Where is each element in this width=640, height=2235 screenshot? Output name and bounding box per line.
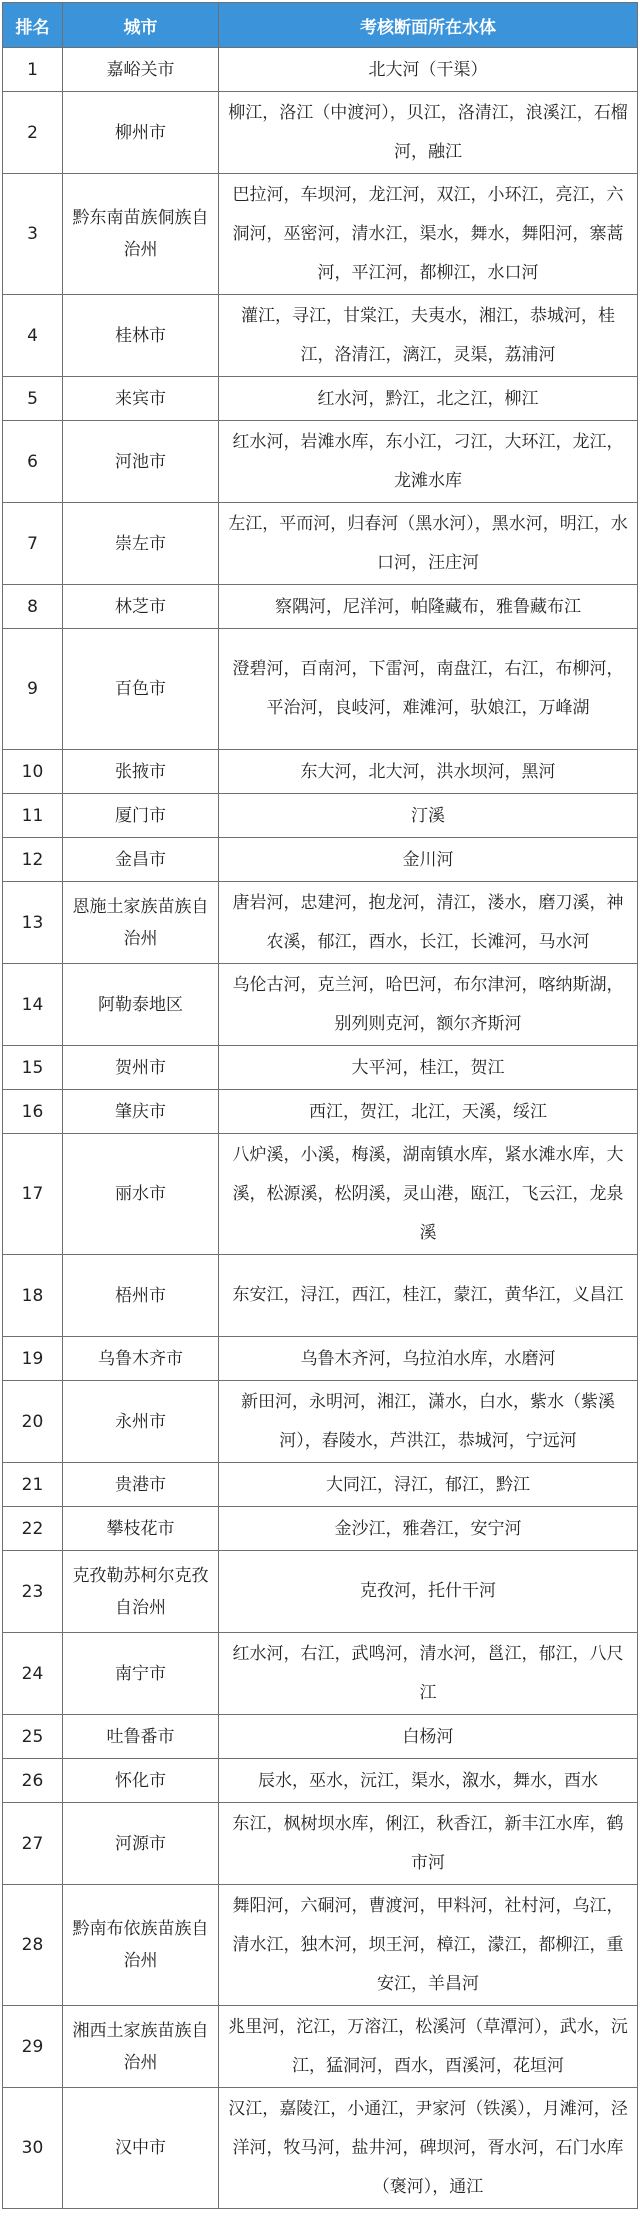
cell-water: 西江，贺江，北江，天溪，绥江 — [219, 1090, 638, 1134]
cell-city: 厦门市 — [63, 794, 219, 838]
cell-water: 舞阳河，六硐河，曹渡河，甲料河，社村河，乌江，清水江，独木河，坝王河，樟江，濛江，都柳江，重安江，羊昌河 — [219, 1885, 638, 2006]
cell-water: 新田河，永明河，湘江，潇水，白水，紫水（紫溪河），舂陵水，芦洪江，恭城河，宁远河 — [219, 1381, 638, 1463]
cell-rank: 10 — [3, 750, 63, 794]
cell-city: 贺州市 — [63, 1046, 219, 1090]
cell-water: 乌伦古河，克兰河，哈巴河，布尔津河，喀纳斯湖，别列则克河，额尔齐斯河 — [219, 964, 638, 1046]
cell-city: 金昌市 — [63, 838, 219, 882]
table-row — [3, 1633, 638, 1715]
cell-water: 柳江，洛江（中渡河），贝江，洛清江，浪溪江，石榴河，融江 — [219, 92, 638, 174]
cell-water: 金沙江，雅砻江，安宁河 — [219, 1507, 638, 1551]
cell-rank: 11 — [3, 794, 63, 838]
ranking-table — [2, 2, 638, 2209]
table-row — [3, 1551, 638, 1633]
cell-city: 林芝市 — [63, 585, 219, 629]
table-row — [3, 503, 638, 585]
cell-rank: 3 — [3, 174, 63, 295]
cell-water: 巴拉河，车坝河，龙江河，双江，小环江，亮江，六洞河，巫密河，清水江，渠水，舞水，舞阳河，寨蒿河，平江河，都柳江，水口河 — [219, 174, 638, 295]
table-row — [3, 964, 638, 1046]
cell-rank: 16 — [3, 1090, 63, 1134]
cell-rank: 19 — [3, 1337, 63, 1381]
cell-city: 肇庆市 — [63, 1090, 219, 1134]
cell-water: 克孜河，托什干河 — [219, 1551, 638, 1633]
cell-rank: 8 — [3, 585, 63, 629]
cell-water: 大平河，桂江，贺江 — [219, 1046, 638, 1090]
cell-city: 永州市 — [63, 1381, 219, 1463]
header-city: 城市 — [63, 3, 219, 48]
header-row — [3, 3, 638, 48]
cell-city: 湘西土家族苗族自治州 — [63, 2006, 219, 2088]
table-row — [3, 1463, 638, 1507]
cell-rank: 7 — [3, 503, 63, 585]
cell-city: 丽水市 — [63, 1134, 219, 1255]
cell-rank: 17 — [3, 1134, 63, 1255]
cell-water: 辰水，巫水，沅江，渠水，溆水，舞水，酉水 — [219, 1759, 638, 1803]
table-row — [3, 2006, 638, 2088]
cell-rank: 18 — [3, 1255, 63, 1337]
table-row — [3, 1134, 638, 1255]
cell-rank: 28 — [3, 1885, 63, 2006]
cell-water: 东安江，浔江，西江，桂江，蒙江，黄华江，义昌江 — [219, 1255, 638, 1337]
cell-rank: 20 — [3, 1381, 63, 1463]
cell-city: 张掖市 — [63, 750, 219, 794]
table-row — [3, 48, 638, 92]
table-body — [3, 48, 638, 2209]
cell-rank: 9 — [3, 629, 63, 750]
table-row — [3, 2088, 638, 2209]
cell-rank: 2 — [3, 92, 63, 174]
cell-rank: 27 — [3, 1803, 63, 1885]
cell-water: 东江，枫树坝水库，俐江，秋香江，新丰江水库，鹤市河 — [219, 1803, 638, 1885]
cell-water: 唐岩河，忠建河，抱龙河，清江，溇水，磨刀溪，神农溪，郁江，酉水，长江，长滩河，马水河 — [219, 882, 638, 964]
table-row — [3, 92, 638, 174]
cell-water: 八炉溪，小溪，梅溪，湖南镇水库，紧水滩水库，大溪，松源溪，松阴溪，灵山港，瓯江，飞云江，龙泉溪 — [219, 1134, 638, 1255]
cell-water: 红水河，黔江，北之江，柳江 — [219, 377, 638, 421]
cell-water: 乌鲁木齐河，乌拉泊水库，水磨河 — [219, 1337, 638, 1381]
cell-city: 桂林市 — [63, 295, 219, 377]
cell-rank: 14 — [3, 964, 63, 1046]
table-row — [3, 1885, 638, 2006]
cell-city: 黔南布依族苗族自治州 — [63, 1885, 219, 2006]
cell-rank: 26 — [3, 1759, 63, 1803]
cell-rank: 25 — [3, 1715, 63, 1759]
cell-city: 恩施土家族苗族自治州 — [63, 882, 219, 964]
cell-water: 红水河，岩滩水库，东小江，刁江，大环江，龙江，龙滩水库 — [219, 421, 638, 503]
table-row — [3, 794, 638, 838]
cell-city: 黔东南苗族侗族自治州 — [63, 174, 219, 295]
cell-water: 灌江，寻江，甘棠江，夫夷水，湘江，恭城河，桂江，洛清江，漓江，灵渠，荔浦河 — [219, 295, 638, 377]
cell-rank: 23 — [3, 1551, 63, 1633]
cell-rank: 6 — [3, 421, 63, 503]
table-row — [3, 882, 638, 964]
cell-city: 梧州市 — [63, 1255, 219, 1337]
table-row — [3, 1507, 638, 1551]
cell-water: 汀溪 — [219, 794, 638, 838]
cell-rank: 4 — [3, 295, 63, 377]
cell-rank: 13 — [3, 882, 63, 964]
table-row — [3, 1046, 638, 1090]
table-row — [3, 585, 638, 629]
cell-rank: 29 — [3, 2006, 63, 2088]
cell-water: 金川河 — [219, 838, 638, 882]
table-row — [3, 750, 638, 794]
cell-rank: 22 — [3, 1507, 63, 1551]
cell-city: 阿勒泰地区 — [63, 964, 219, 1046]
cell-water: 左江，平而河，归春河（黑水河），黑水河，明江，水口河，汪庄河 — [219, 503, 638, 585]
header-rank: 排名 — [3, 3, 63, 48]
cell-city: 嘉峪关市 — [63, 48, 219, 92]
cell-city: 河源市 — [63, 1803, 219, 1885]
cell-water: 澄碧河，百南河，下雷河，南盘江，右江，布柳河，平治河，良岐河，难滩河，驮娘江，万峰湖 — [219, 629, 638, 750]
cell-water: 察隅河，尼洋河，帕隆藏布，雅鲁藏布江 — [219, 585, 638, 629]
cell-rank: 5 — [3, 377, 63, 421]
cell-rank: 1 — [3, 48, 63, 92]
cell-rank: 21 — [3, 1463, 63, 1507]
cell-city: 来宾市 — [63, 377, 219, 421]
cell-rank: 15 — [3, 1046, 63, 1090]
cell-city: 贵港市 — [63, 1463, 219, 1507]
cell-city: 乌鲁木齐市 — [63, 1337, 219, 1381]
cell-water: 红水河，右江，武鸣河，清水河，邕江，郁江，八尺江 — [219, 1633, 638, 1715]
cell-city: 克孜勒苏柯尔克孜自治州 — [63, 1551, 219, 1633]
cell-city: 攀枝花市 — [63, 1507, 219, 1551]
cell-city: 吐鲁番市 — [63, 1715, 219, 1759]
cell-water: 大同江，浔江，郁江，黔江 — [219, 1463, 638, 1507]
cell-city: 柳州市 — [63, 92, 219, 174]
table-row — [3, 629, 638, 750]
header-water: 考核断面所在水体 — [219, 3, 638, 48]
cell-city: 百色市 — [63, 629, 219, 750]
cell-rank: 24 — [3, 1633, 63, 1715]
table-row — [3, 1715, 638, 1759]
cell-rank: 12 — [3, 838, 63, 882]
table-row — [3, 1381, 638, 1463]
cell-city: 崇左市 — [63, 503, 219, 585]
cell-city: 河池市 — [63, 421, 219, 503]
table-row — [3, 1255, 638, 1337]
cell-water: 兆里河，沱江，万溶江，松溪河（草潭河），武水，沅江，猛洞河，酉水，酉溪河，花垣河 — [219, 2006, 638, 2088]
table-row — [3, 377, 638, 421]
cell-city: 南宁市 — [63, 1633, 219, 1715]
table-row — [3, 295, 638, 377]
table-row — [3, 1337, 638, 1381]
table-row — [3, 174, 638, 295]
table-row — [3, 1090, 638, 1134]
table-row — [3, 421, 638, 503]
cell-water: 北大河（干渠） — [219, 48, 638, 92]
cell-water: 东大河，北大河，洪水坝河，黑河 — [219, 750, 638, 794]
table-row — [3, 1803, 638, 1885]
cell-city: 汉中市 — [63, 2088, 219, 2209]
table-row — [3, 1759, 638, 1803]
cell-water: 汉江，嘉陵江，小通江，尹家河（铁溪），月滩河，泾洋河，牧马河，盐井河，碑坝河，胥水河，石门水库（褒河），通江 — [219, 2088, 638, 2209]
cell-city: 怀化市 — [63, 1759, 219, 1803]
cell-water: 白杨河 — [219, 1715, 638, 1759]
cell-rank: 30 — [3, 2088, 63, 2209]
table-row — [3, 838, 638, 882]
